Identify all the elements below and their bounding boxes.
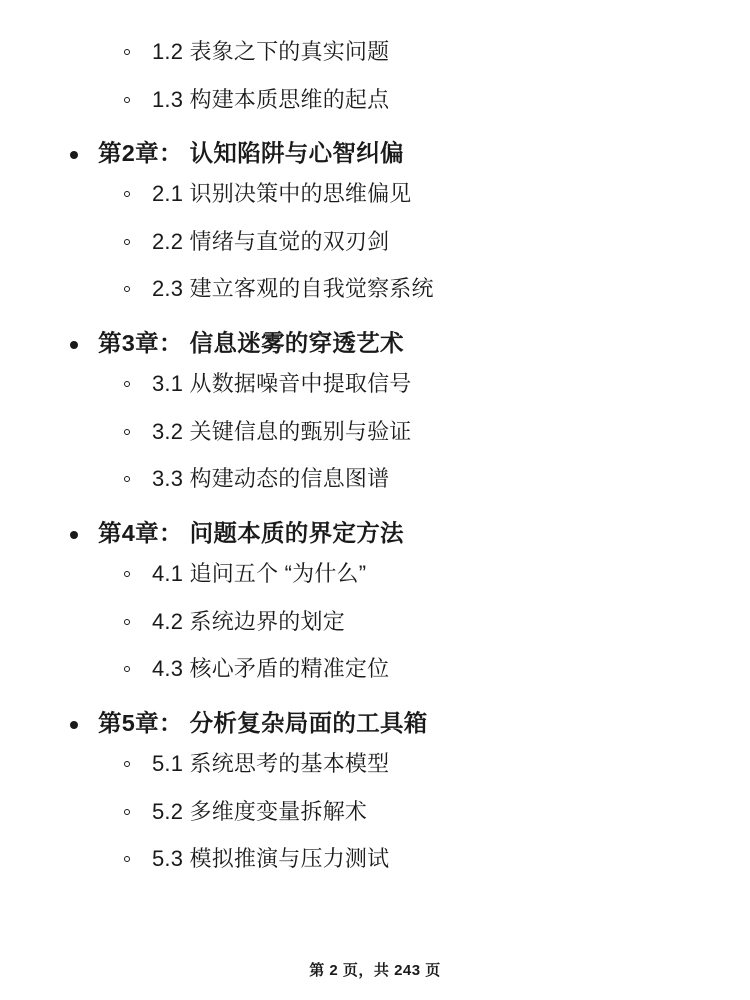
toc-section-item[interactable]: 2.2 情绪与直觉的双刃剑	[60, 228, 690, 256]
toc-section-item[interactable]: 2.3 建立客观的自我觉察系统	[60, 275, 690, 303]
toc-section-item[interactable]: 5.2 多维度变量拆解术	[60, 798, 690, 826]
toc-chapter-item[interactable]: 第3章： 信息迷雾的穿透艺术	[60, 329, 690, 358]
table-of-contents	[60, 38, 690, 873]
page-footer: 第 2 页，共 243 页	[309, 962, 441, 979]
toc-section-item[interactable]: 4.3 核心矛盾的精准定位	[60, 655, 690, 683]
toc-chapter-item[interactable]: 第5章： 分析复杂局面的工具箱	[60, 709, 690, 738]
toc-section-item[interactable]: 4.2 系统边界的划定	[60, 608, 690, 636]
toc-section-item[interactable]: 2.1 识别决策中的思维偏见	[60, 180, 690, 208]
toc-section-item[interactable]: 1.3 构建本质思维的起点	[60, 86, 690, 114]
toc-chapter-item[interactable]: 第4章： 问题本质的界定方法	[60, 519, 690, 548]
toc-section-item[interactable]: 5.1 系统思考的基本模型	[60, 750, 690, 778]
toc-section-item[interactable]: 3.3 构建动态的信息图谱	[60, 465, 690, 493]
toc-section-item[interactable]: 5.3 模拟推演与压力测试	[60, 845, 690, 873]
toc-chapter-item[interactable]: 第2章： 认知陷阱与心智纠偏	[60, 139, 690, 168]
toc-section-item[interactable]: 3.2 关键信息的甄别与验证	[60, 418, 690, 446]
toc-section-item[interactable]: 3.1 从数据噪音中提取信号	[60, 370, 690, 398]
toc-section-item[interactable]: 1.2 表象之下的真实问题	[60, 38, 690, 66]
toc-section-item[interactable]: 4.1 追问五个 “为什么”	[60, 560, 690, 588]
